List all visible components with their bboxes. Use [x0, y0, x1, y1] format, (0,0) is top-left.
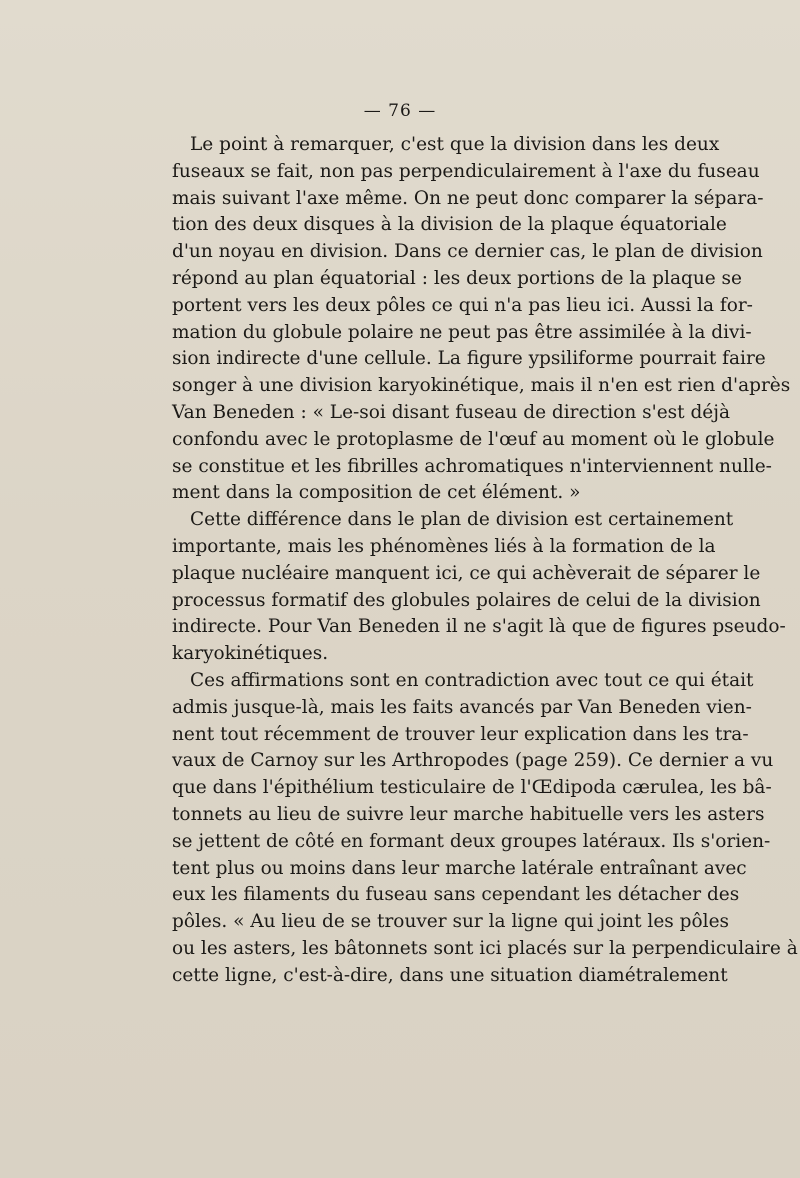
text-line: karyokinétiques.: [172, 643, 329, 665]
text-line: d'un noyau en division. Dans ce dernier cas, le plan de division: [172, 241, 763, 263]
paragraph: [172, 507, 786, 668]
text-line: fuseaux se fait, non pas perpendiculairement à l'axe du fuseau: [172, 160, 760, 182]
text-line: tion des deux disques à la division de la plaque équatoriale: [172, 214, 727, 236]
text-line: tent plus ou moins dans leur marche latérale entraînant avec: [172, 857, 747, 879]
text-line: eux les filaments du fuseau sans cependant les détacher des: [172, 884, 740, 906]
text-line: plaque nucléaire manquent ici, ce qui achèverait de séparer le: [172, 562, 761, 584]
text-line: Le point à remarquer, c'est que la division dans les deux: [190, 134, 720, 155]
text-line: processus formatif des globules polaires de celui de la division: [172, 589, 761, 611]
text-line: songer à une division karyokinétique, mais il n'en est rien d'après: [172, 375, 791, 397]
page-number: — 76 —: [363, 101, 437, 121]
text-line: importante, mais les phénomènes liés à la formation de la: [172, 535, 716, 557]
text-line: Van Beneden : « Le-soi disant fuseau de direction s'est déjà: [172, 401, 731, 423]
text-line: se constitue et les fibrilles achromatiques n'interviennent nulle-: [172, 455, 772, 477]
text-line: pôles. « Au lieu de se trouver sur la ligne qui joint les pôles: [172, 911, 730, 933]
text-line: Cette différence dans le plan de division est certainement: [190, 509, 734, 531]
text-line: vaux de Carnoy sur les Arthropodes (page 259). Ce dernier a vu: [172, 750, 774, 772]
text-line: sion indirecte d'une cellule. La figure ypsiliforme pourrait faire: [172, 348, 766, 370]
text-line: se jettent de côté en formant deux groupes latéraux. Ils s'orien-: [172, 830, 771, 852]
body-text: [172, 132, 798, 990]
text-line: indirecte. Pour Van Beneden il ne s'agit là que de figures pseudo-: [172, 616, 786, 638]
text-line: que dans l'épithélium testiculaire de l'Œdipoda cærulea, les bâ-: [172, 777, 772, 799]
text-line: admis jusque-là, mais les faits avancés par Van Beneden vien-: [172, 696, 752, 718]
text-line: cette ligne, c'est-à-dire, dans une situation diamétralement: [172, 964, 728, 986]
text-line: mais suivant l'axe même. On ne peut donc comparer la sépara-: [172, 187, 764, 209]
text-line: confondu avec le protoplasme de l'œuf au moment où le globule: [172, 428, 775, 450]
text-line: tonnets au lieu de suivre leur marche habituelle vers les asters: [172, 803, 765, 825]
text-line: nent tout récemment de trouver leur explication dans les tra-: [172, 723, 749, 745]
text-line: mation du globule polaire ne peut pas être assimilée à la divi-: [172, 321, 752, 343]
paragraph: [172, 668, 798, 990]
text-line: ment dans la composition de cet élément. »: [172, 482, 581, 504]
text-line: ou les asters, les bâtonnets sont ici placés sur la perpendiculaire à: [172, 937, 798, 959]
text-line: répond au plan équatorial : les deux portions de la plaque se: [172, 267, 743, 289]
paragraph: [172, 132, 791, 507]
text-line: Ces affirmations sont en contradiction avec tout ce qui était: [190, 669, 754, 691]
text-line: portent vers les deux pôles ce qui n'a pas lieu ici. Aussi la for-: [172, 294, 753, 316]
